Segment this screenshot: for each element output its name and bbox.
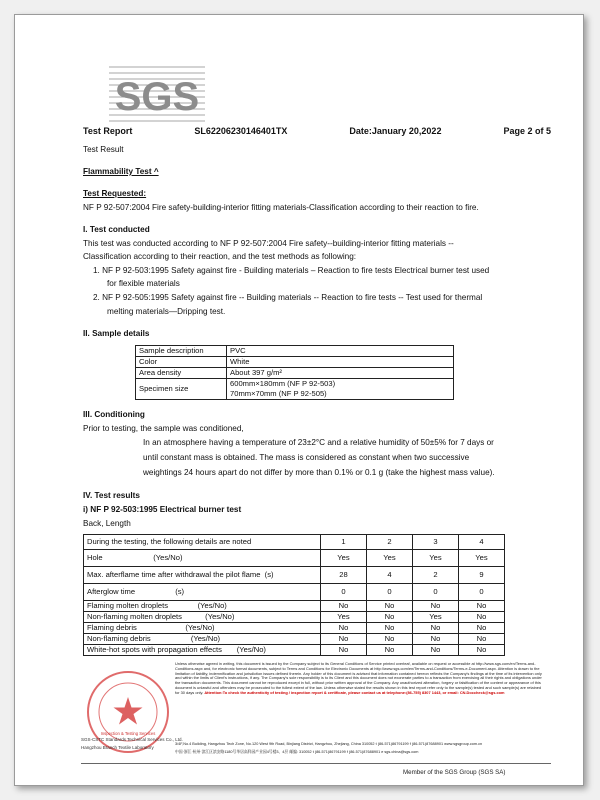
cell-value: No xyxy=(459,634,505,645)
conditioning-line-1: Prior to testing, the sample was conditioned, xyxy=(83,424,244,433)
conditioning-line-2: In an atmosphere having a temperature of 23±2°C and a relative humidity of 50±5% for 7 days or xyxy=(143,438,494,447)
cell-value: Yes xyxy=(367,550,413,567)
cell-value: Yes xyxy=(413,612,459,623)
cell-value: No xyxy=(367,645,413,656)
burner-test-results-table xyxy=(83,534,505,656)
sample-value xyxy=(227,379,454,400)
cell-value: No xyxy=(413,634,459,645)
cell-value: Yes xyxy=(413,550,459,567)
member-text: Member of the SGS Group (SGS SA) xyxy=(403,769,506,776)
cell-value: No xyxy=(321,645,367,656)
sample-key: Color xyxy=(136,357,227,368)
lab-name: Hangzhou Branch Textile Laboratory xyxy=(81,745,154,750)
back-length-label: Back, Length xyxy=(83,519,131,528)
row-label: Afterglow time (s) xyxy=(84,584,321,601)
cell-value: 0 xyxy=(413,584,459,601)
row-label: Max. afterflame time after withdrawal the pilot flame (s) xyxy=(84,567,321,584)
cell-value: 28 xyxy=(321,567,367,584)
cell-value: No xyxy=(459,623,505,634)
row-label: Non-flaming molten droplets (Yes/No) xyxy=(84,612,321,623)
cell-value: 2 xyxy=(413,567,459,584)
cell-value: Yes xyxy=(321,612,367,623)
cell-value: No xyxy=(413,601,459,612)
lab-prefix: SGS-CSTC Standards Technical Services Co., Ltd. xyxy=(81,737,183,742)
table-row xyxy=(84,634,505,645)
cell-value: No xyxy=(321,623,367,634)
cell-value: No xyxy=(321,601,367,612)
company-seal xyxy=(85,669,171,755)
sample-details-table xyxy=(135,345,454,400)
table-row xyxy=(84,584,505,601)
sample-key: Sample description xyxy=(136,346,227,357)
report-number: SL62206230146401TX xyxy=(194,126,288,136)
cell-value: No xyxy=(321,634,367,645)
header-label: During the testing, the following details are noted xyxy=(84,535,321,550)
attention-text: Attention:To check the authenticity of testing / inspection report & certificate, please contact us at telephone:(86-755) 8307 1443, or email: CN.Doccheck@sgs.com xyxy=(204,689,505,695)
section-conditioning-title: III. Conditioning xyxy=(83,410,145,419)
sgs-logo xyxy=(107,62,207,130)
specimen-size-1: 600mm×180mm (NF P 92-503) xyxy=(230,379,336,388)
method-item-2-cont: melting materials—Dripping test. xyxy=(107,307,226,316)
sample-value: About 397 g/m² xyxy=(227,368,454,379)
row-label: Hole (Yes/No) xyxy=(84,550,321,567)
sgs-logo-text: SGS xyxy=(114,75,200,119)
row-label: Flaming molten droplets (Yes/No) xyxy=(84,601,321,612)
footer-disclaimer xyxy=(175,662,543,696)
seal-text: Inspection & Testing Services xyxy=(100,731,156,736)
test-conducted-line-1: This test was conducted according to NF P 92-507:2004 Fire safety--building-interior fitting materials -- xyxy=(83,239,454,248)
flammability-title: Flammability Test ^ xyxy=(83,167,159,176)
row-label: Non-flaming debris (Yes/No) xyxy=(84,634,321,645)
sample-value: PVC xyxy=(227,346,454,357)
cell-value: 9 xyxy=(459,567,505,584)
cell-value: Yes xyxy=(459,550,505,567)
document-page xyxy=(14,14,584,786)
test-requested-text: NF P 92-507:2004 Fire safety-building-interior fitting materials-Classification according to their reaction to fire. xyxy=(83,203,479,212)
cell-value: No xyxy=(459,612,505,623)
cell-value: Yes xyxy=(321,550,367,567)
conditioning-line-3: until constant mass is obtained. The mass is considered as constant when two successive xyxy=(143,453,470,462)
report-date: Date:January 20,2022 xyxy=(349,126,442,136)
method-item-1-cont: for flexible materials xyxy=(107,279,180,288)
section-test-conducted-title: I. Test conducted xyxy=(83,225,150,234)
table-row xyxy=(84,645,505,656)
method-item-1: 1. NF P 92-503:1995 Safety against fire - Building materials – Reaction to fire tests Electrical burner test used xyxy=(93,266,490,275)
burner-test-subtitle: i) NF P 92-503:1995 Electrical burner test xyxy=(83,505,242,514)
table-row xyxy=(136,368,454,379)
report-header xyxy=(83,126,551,136)
cell-value: No xyxy=(367,601,413,612)
conditioning-line-4: weightings 24 hours apart do not differ by more than 0.1% or 0.1 g (take the highest mass value). xyxy=(143,468,495,477)
address-chinese: 中国·浙江·杭州·滨江区滨安路1180号华居高科园产业园4号楼3、4层 邮编: 310052 t (86-571)86791199 f (86-571)87688901 e sgs.china@sgs.com xyxy=(175,750,419,754)
row-label: White-hot spots with propagation effects (Yes/No) xyxy=(84,645,321,656)
table-row xyxy=(84,567,505,584)
cell-value: 4 xyxy=(367,567,413,584)
section-sample-details-title: II. Sample details xyxy=(83,329,150,338)
cell-value: 0 xyxy=(367,584,413,601)
header-specimen-3: 3 xyxy=(413,535,459,550)
table-row xyxy=(84,550,505,567)
cell-value: 0 xyxy=(321,584,367,601)
sample-value: White xyxy=(227,357,454,368)
cell-value: No xyxy=(413,623,459,634)
specimen-size-2: 70mm×70mm (NF P 92-505) xyxy=(230,389,327,398)
table-row xyxy=(136,357,454,368)
cell-value: No xyxy=(459,645,505,656)
cell-value: No xyxy=(367,634,413,645)
cell-value: No xyxy=(413,645,459,656)
table-row xyxy=(84,623,505,634)
test-result-label: Test Result xyxy=(83,145,124,154)
table-row xyxy=(84,612,505,623)
table-row xyxy=(84,601,505,612)
table-row xyxy=(136,346,454,357)
disclaimer-text: Unless otherwise agreed in writing, this document is issued by the Company subject to its General Conditions of Service printed overleaf, available on request or accessible at http://www.sgs.com/en/Terms-and-Conditions.aspx and, for electronic format documents, subject to Terms and Conditions for Electronic Documents at http://www.sgs.com/en/Terms-and-Conditions/Terms-e-Document.aspx. Attention is drawn to the limitation of liability, indemnification and jurisdiction issues defined therein. Any holder of this document is advised that information contained hereon reflects the Company's findings at the time of its intervention only and within the limits of Client's instructions, if any. The Company's sole responsibility is to its Client and this document does not exonerate parties to a transaction from exercising all their rights and obligations under the transaction documents. This document cannot be reproduced except in full, without prior written approval of the Company. Any unauthorized alteration, forgery or falsification of the content or appearance of this document is unlawful and offenders may be prosecuted to the fullest extent of the law. Unless otherwise stated the results shown in this test report refer only to the sample(s) tested and such sample(s) are retained for 30 days only. xyxy=(175,661,542,695)
report-label: Test Report xyxy=(83,126,133,136)
page-number: Page 2 of 5 xyxy=(503,126,551,136)
cell-value: No xyxy=(459,601,505,612)
header-specimen-4: 4 xyxy=(459,535,505,550)
sample-key: Area density xyxy=(136,368,227,379)
row-label: Flaming debris (Yes/No) xyxy=(84,623,321,634)
header-specimen-1: 1 xyxy=(321,535,367,550)
sample-key: Specimen size xyxy=(136,379,227,400)
footer-divider xyxy=(81,763,551,764)
table-row xyxy=(136,379,454,400)
header-specimen-2: 2 xyxy=(367,535,413,550)
address-english: 3/4F,No.4 Building, Hangzhou Tech Zone, No.120 West 9th Road, Binjiang District, Hangzhou, Zhejiang, China 310052 t (86-571)86791199 f (86-571)87688901 www.sgsgroup.com.cn xyxy=(175,742,483,746)
test-conducted-line-2: Classification according to their reaction, and the test methods as following: xyxy=(83,252,357,261)
cell-value: No xyxy=(367,623,413,634)
test-requested-title: Test Requested: xyxy=(83,189,147,198)
method-item-2: 2. NF P 92-505:1995 Safety against fire -- Building materials -- Reaction to fire tests -- Test used for thermal xyxy=(93,293,483,302)
section-test-results-title: IV. Test results xyxy=(83,491,140,500)
cell-value: 0 xyxy=(459,584,505,601)
table-header-row xyxy=(84,535,505,550)
cell-value: No xyxy=(367,612,413,623)
